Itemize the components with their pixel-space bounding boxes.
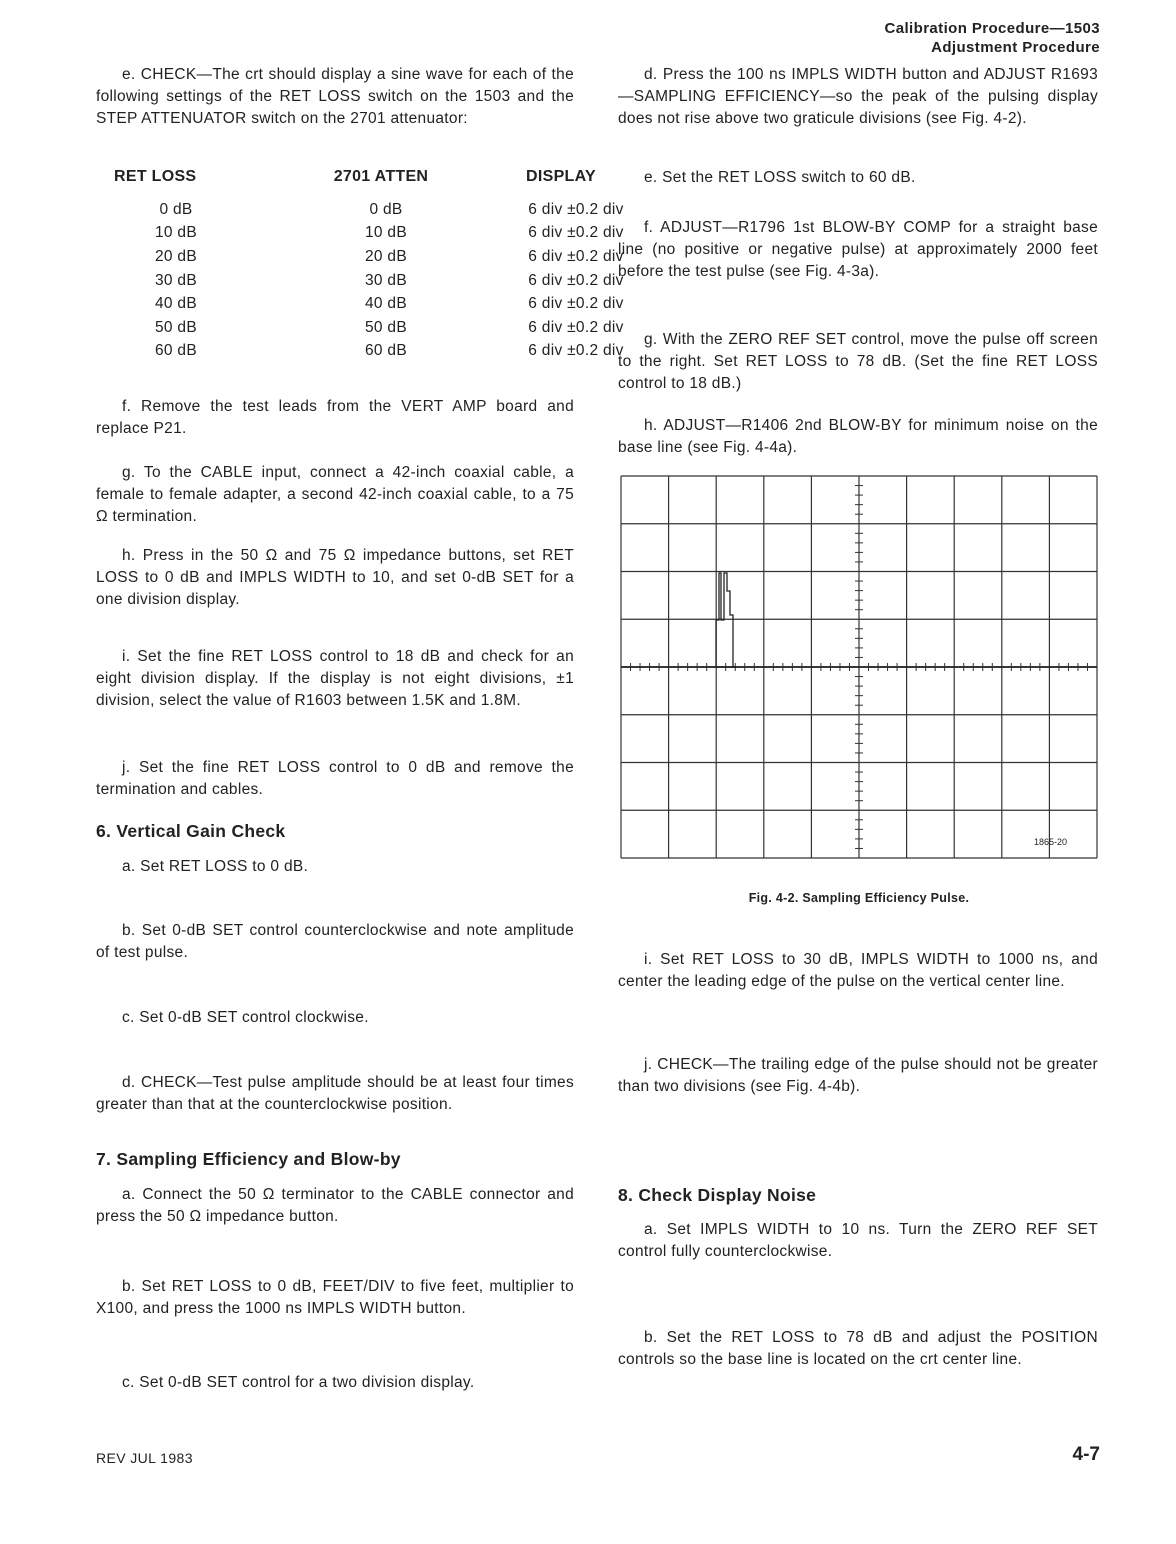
section-7-step-a: a. Connect the 50 Ω terminator to the CABLE connector and press the 50 Ω impedance button. bbox=[96, 1186, 574, 1225]
section-8-heading: 8. Check Display Noise bbox=[618, 1185, 817, 1205]
step-i: i. Set the fine RET LOSS control to 18 dB and check for an eight division display. If the display is not eight divisions, ±1 division, select the value of R1603 between 1.5K and 1.8M. bbox=[96, 648, 574, 709]
table-cell: 30 dB bbox=[364, 271, 407, 289]
step-g-zero-ref: g. With the ZERO REF SET control, move the pulse off screen to the right. Set RET LOSS to 78 dB. (Set the fine RET LOSS control to 18 dB.) bbox=[618, 331, 1098, 392]
step-f-adjust: f. ADJUST—R1796 1st BLOW-BY COMP for a straight base line (no positive or negative pulse) at approximately 2000 feet before the test pulse (see Fig. 4-3a). bbox=[618, 219, 1098, 280]
table-cell: 6 div ±0.2 div bbox=[528, 271, 624, 289]
step-g: g. To the CABLE input, connect a 42-inch coaxial cable, a female to female adapter, a second 42-inch coaxial cable, to a 75 Ω termination. bbox=[96, 464, 574, 525]
table-cell: 40 dB bbox=[364, 295, 407, 313]
figure-caption: Fig. 4-2. Sampling Efficiency Pulse. bbox=[748, 891, 970, 905]
section-6-heading: 6. Vertical Gain Check bbox=[96, 821, 286, 841]
step-j: j. Set the fine RET LOSS control to 0 dB and remove the termination and cables. bbox=[96, 759, 574, 798]
step-j-check: j. CHECK—The trailing edge of the pulse should not be greater than two divisions (see Fig. 4-4b). bbox=[618, 1056, 1098, 1095]
graticule-svg bbox=[620, 475, 1098, 859]
step-e-set: e. Set the RET LOSS switch to 60 dB. bbox=[644, 169, 916, 186]
table-cell: 50 dB bbox=[364, 318, 407, 336]
table-row bbox=[96, 340, 656, 364]
running-header-subtitle: Adjustment Procedure bbox=[931, 39, 1100, 56]
section-8-step-b: b. Set the RET LOSS to 78 dB and adjust the POSITION controls so the base line is located on the crt center line. bbox=[618, 1329, 1098, 1368]
table-row bbox=[96, 269, 656, 293]
section-7-heading: 7. Sampling Efficiency and Blow-by bbox=[96, 1149, 401, 1169]
table-cell: 60 dB bbox=[364, 342, 407, 360]
table-row bbox=[96, 316, 656, 340]
table-row bbox=[96, 292, 656, 316]
step-f: f. Remove the test leads from the VERT AMP board and replace P21. bbox=[96, 398, 574, 437]
step-e-check: e. CHECK—The crt should display a sine wave for each of the following settings of the RET LOSS switch on the 1503 and the STEP ATTENUATOR switch on the 2701 attenuator: bbox=[96, 66, 574, 127]
column-header-2701-atten: 2701 ATTEN bbox=[333, 168, 429, 185]
table-cell: 6 div ±0.2 div bbox=[528, 224, 624, 242]
section-6-step-a: a. Set RET LOSS to 0 dB. bbox=[122, 858, 309, 875]
table-cell: 30 dB bbox=[154, 271, 197, 289]
step-i-set: i. Set RET LOSS to 30 dB, IMPLS WIDTH to 1000 ns, and center the leading edge of the pulse on the vertical center line. bbox=[618, 951, 1098, 990]
table-cell: 6 div ±0.2 div bbox=[528, 318, 624, 336]
sampling-pulse-trace bbox=[716, 573, 736, 667]
table-cell: 10 dB bbox=[154, 224, 197, 242]
table-row bbox=[96, 222, 656, 246]
step-h: h. Press in the 50 Ω and 75 Ω impedance buttons, set RET LOSS to 0 dB and IMPLS WIDTH to 10, and set 0-dB SET for a one division display. bbox=[96, 547, 574, 608]
table-cell: 0 dB bbox=[369, 200, 403, 218]
table-row bbox=[96, 198, 656, 222]
table-cell: 60 dB bbox=[154, 342, 197, 360]
section-6-step-c: c. Set 0-dB SET control clockwise. bbox=[122, 1009, 369, 1026]
sampling-efficiency-graticule bbox=[620, 475, 1098, 859]
section-6-step-d: d. CHECK—Test pulse amplitude should be at least four times greater than that at the counterclockwise position. bbox=[96, 1074, 574, 1113]
section-7-step-c: c. Set 0-dB SET control for a two division display. bbox=[122, 1374, 475, 1391]
ret-loss-table bbox=[96, 168, 656, 363]
table-cell: 10 dB bbox=[364, 224, 407, 242]
table-cell: 40 dB bbox=[154, 295, 197, 313]
table-cell: 6 div ±0.2 div bbox=[528, 247, 624, 265]
page-number: 4-7 bbox=[1072, 1444, 1100, 1465]
table-header-row bbox=[96, 168, 656, 198]
table-row bbox=[96, 245, 656, 269]
table-cell: 6 div ±0.2 div bbox=[528, 295, 624, 313]
step-d-adjust: d. Press the 100 ns IMPLS WIDTH button and ADJUST R1693—SAMPLING EFFICIENCY—so the peak of the pulsing display does not rise above two graticule divisions (see Fig. 4-2). bbox=[618, 66, 1098, 127]
column-header-display: DISPLAY bbox=[526, 168, 596, 185]
table-cell: 50 dB bbox=[154, 318, 197, 336]
table-cell: 20 dB bbox=[364, 247, 407, 265]
running-header-title: Calibration Procedure—1503 bbox=[884, 20, 1100, 37]
revision-date: REV JUL 1983 bbox=[96, 1450, 193, 1466]
step-h-adjust: h. ADJUST—R1406 2nd BLOW-BY for minimum noise on the base line (see Fig. 4-4a). bbox=[618, 417, 1098, 456]
table-cell: 6 div ±0.2 div bbox=[528, 200, 624, 218]
section-6-step-b: b. Set 0-dB SET control counterclockwise and note amplitude of test pulse. bbox=[96, 922, 574, 961]
table-cell: 0 dB bbox=[159, 200, 193, 218]
section-8-step-a: a. Set IMPLS WIDTH to 10 ns. Turn the ZERO REF SET control fully counterclockwise. bbox=[618, 1221, 1098, 1260]
column-header-ret-loss: RET LOSS bbox=[114, 168, 197, 185]
table-cell: 20 dB bbox=[154, 247, 197, 265]
table-cell: 6 div ±0.2 div bbox=[528, 342, 624, 360]
section-7-step-b: b. Set RET LOSS to 0 dB, FEET/DIV to five feet, multiplier to X100, and press the 1000 ns IMPLS WIDTH button. bbox=[96, 1278, 574, 1317]
figure-id-label: 1865-20 bbox=[1034, 837, 1068, 847]
